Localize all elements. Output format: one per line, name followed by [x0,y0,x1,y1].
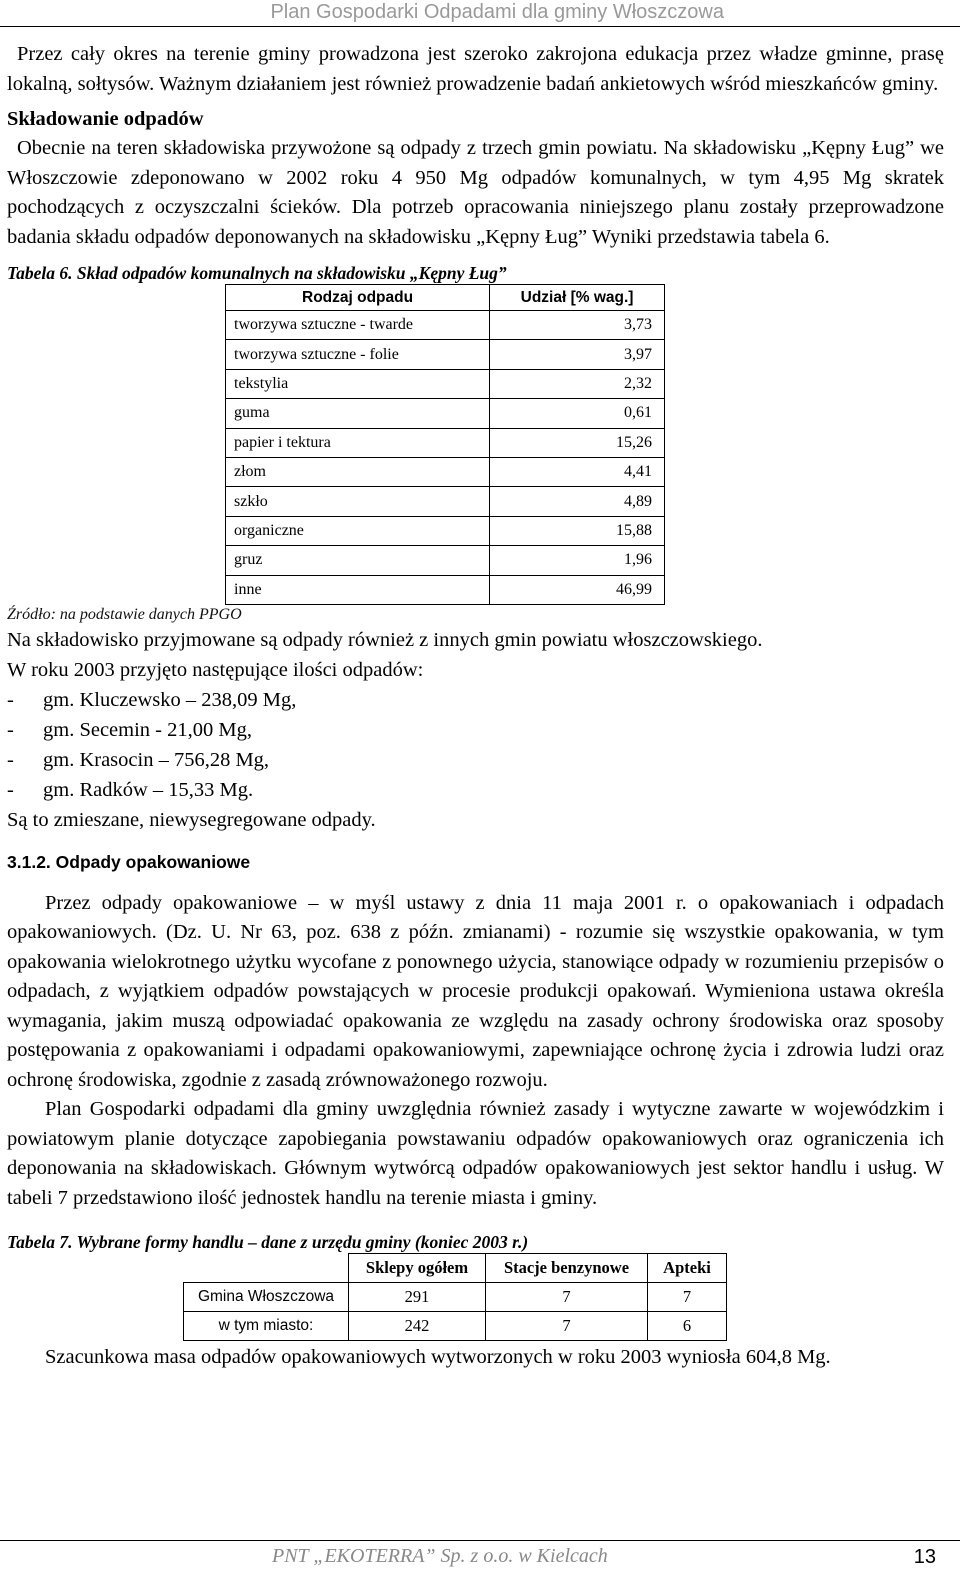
page-content [7,40,944,1373]
list-dash: - [7,748,14,771]
table6-type-cell: złom [226,457,490,486]
mass-paragraph: Szacunkowa masa odpadów opakowaniowych wytworzonych w roku 2003 wyniosła 604,8 Mg. [45,1346,831,1369]
list-item [7,685,944,715]
other-gminas-line1: Na składowisko przyjmowane są odpady również z innych gmin powiatu włoszczowskiego. [7,628,763,651]
table6-value-cell: 15,26 [490,428,665,457]
table6-type-cell: tworzywa sztuczne - folie [226,340,490,369]
table6-type-cell: organiczne [226,516,490,545]
intro-paragraph: Przez cały okres na terenie gminy prowadzona jest szeroko zakrojona edukacja przez władze gminne, prasę lokalną, sołtysów. Ważnym działaniem jest również prowadzenie badań ankietowych wśród mieszkańców gminy. [7,43,944,95]
list-item [7,715,944,745]
table6-type-cell: inne [226,575,490,604]
table6-type-cell: gruz [226,546,490,575]
table7-value-cell: 242 [349,1312,486,1341]
table-row [226,369,665,398]
table-row [226,487,665,516]
table6-type-cell: papier i tektura [226,428,490,457]
table7-row-label: Gmina Włoszczowa [184,1283,349,1312]
table6-value-cell: 4,41 [490,457,665,486]
table6-value-cell: 15,88 [490,516,665,545]
table6-value-cell: 4,89 [490,487,665,516]
table-row [226,428,665,457]
table6-caption: Tabela 6. Skład odpadów komunalnych na składowisku „Kępny Ług” [7,263,507,283]
other-gminas-closing: Są to zmieszane, niewysegregowane odpady. [7,808,376,831]
table-row [226,575,665,604]
table-row [226,457,665,486]
table7-value-cell: 7 [648,1283,727,1312]
list-item-text: gm. Krasocin – 756,28 Mg, [43,748,270,771]
table-row [226,546,665,575]
table7 [183,1253,727,1341]
table6-type-cell: tworzywa sztuczne - twarde [226,311,490,340]
table7-caption: Tabela 7. Wybrane formy handlu – dane z urzędu gminy (koniec 2003 r.) [7,1232,529,1253]
list-item [7,775,944,805]
table6-header-share: Udział [% wag.] [490,285,665,311]
list-dash: - [7,778,14,801]
other-gminas-line2: W roku 2003 przyjęto następujące ilości odpadów: [7,658,424,681]
table6-type-cell: guma [226,399,490,428]
table7-header-shops: Sklepy ogółem [349,1254,486,1283]
footer-divider [0,1540,960,1541]
table6-type-cell: tekstylia [226,369,490,398]
table-row [184,1312,727,1341]
table6-value-cell: 0,61 [490,399,665,428]
page-number: 13 [913,1546,936,1568]
packaging-heading: 3.1.2. Odpady opakowaniowe [7,851,251,872]
running-header-title: Plan Gospodarki Odpadami dla gminy Włoszczowa [270,1,724,23]
table6-value-cell: 2,32 [490,369,665,398]
table7-value-cell: 7 [486,1283,648,1312]
table6-value-cell: 1,96 [490,546,665,575]
table6-value-cell: 46,99 [490,575,665,604]
landfill-paragraph: Obecnie na teren składowiska przywożone są odpady z trzech gmin powiatu. Na składowisku „Kępny Ług” we Włoszczowie zdeponowano w 2002 roku 4 950 Mg odpadów komunalnych, w tym 4,95 Mg skratek pochodzących z oczyszczalni ścieków. Dla potrzeb opracowania niniejszego planu zostały przeprowadzone badania składu odpadów deponowanych na składowisku „Kępny Ług” Wyniki przedstawia tabela 6. [7,137,944,248]
table7-header-row [184,1254,727,1283]
list-item-text: gm. Radków – 15,33 Mg. [43,778,254,801]
list-dash: - [7,688,14,711]
packaging-paragraph-2: Plan Gospodarki odpadami dla gminy uwzględnia również zasady i wytyczne zawarte w wojewódzkim i powiatowym planie dotyczące zapobiegania powstawaniu odpadów opakowaniowych oraz ograniczenia ich deponowania na składowiskach. Głównym wytwórcą odpadów opakowaniowych jest sektor handlu i usług. W tabeli 7 przedstawiono ilość jednostek handlu na terenie miasta i gminy. [7,1098,944,1209]
table-row [226,399,665,428]
list-item-text: gm. Kluczewsko – 238,09 Mg, [43,688,297,711]
table-row [184,1283,727,1312]
table-row [226,516,665,545]
table6-type-cell: szkło [226,487,490,516]
table7-header-stations: Stacje benzynowe [486,1254,648,1283]
footer-company: PNT „EKOTERRA” Sp. z o.o. w Kielcach [272,1545,608,1567]
table6-header-row [226,285,665,311]
table7-header-pharmacies: Apteki [648,1254,727,1283]
table7-value-cell: 7 [486,1312,648,1341]
table6 [225,284,665,605]
list-item [7,745,944,775]
list-dash: - [7,718,14,741]
table7-row-label: w tym miasto: [184,1312,349,1341]
table6-source: Źródło: na podstawie danych PPGO [7,605,242,623]
table7-value-cell: 6 [648,1312,727,1341]
table6-header-type: Rodzaj odpadu [226,285,490,311]
table7-corner-cell [184,1254,349,1283]
table6-value-cell: 3,73 [490,311,665,340]
table7-value-cell: 291 [349,1283,486,1312]
running-header [0,0,960,27]
table-row [226,340,665,369]
packaging-paragraph-1: Przez odpady opakowaniowe – w myśl ustawy z dnia 11 maja 2001 r. o opakowaniach i odpadach opakowaniowych. (Dz. U. Nr 63, poz. 638 z późn. zmianami) - rozumie się wszystkie opakowania, w tym opakowania wielokrotnego użytku wycofane z ponownego użycia, stanowiące odpady w rozumieniu przepisów o odpadach, z wyjątkiem odpadów powstających w procesie produkcji opakowań. Wymieniona ustawa określa wymagania, jakim muszą odpowiadać opakowania ze względu na zasady ochrony środowiska oraz sposoby postępowania z opakowaniami i odpadami opakowaniowymi, zapewniające ochronę życia i zdrowia ludzi oraz ochronę środowiska, zgodnie z zasadą zrównoważonego rozwoju. [7,891,944,1091]
table6-value-cell: 3,97 [490,340,665,369]
landfill-heading: Składowanie odpadów [7,108,204,130]
table-row [226,311,665,340]
list-item-text: gm. Secemin - 21,00 Mg, [43,718,252,741]
